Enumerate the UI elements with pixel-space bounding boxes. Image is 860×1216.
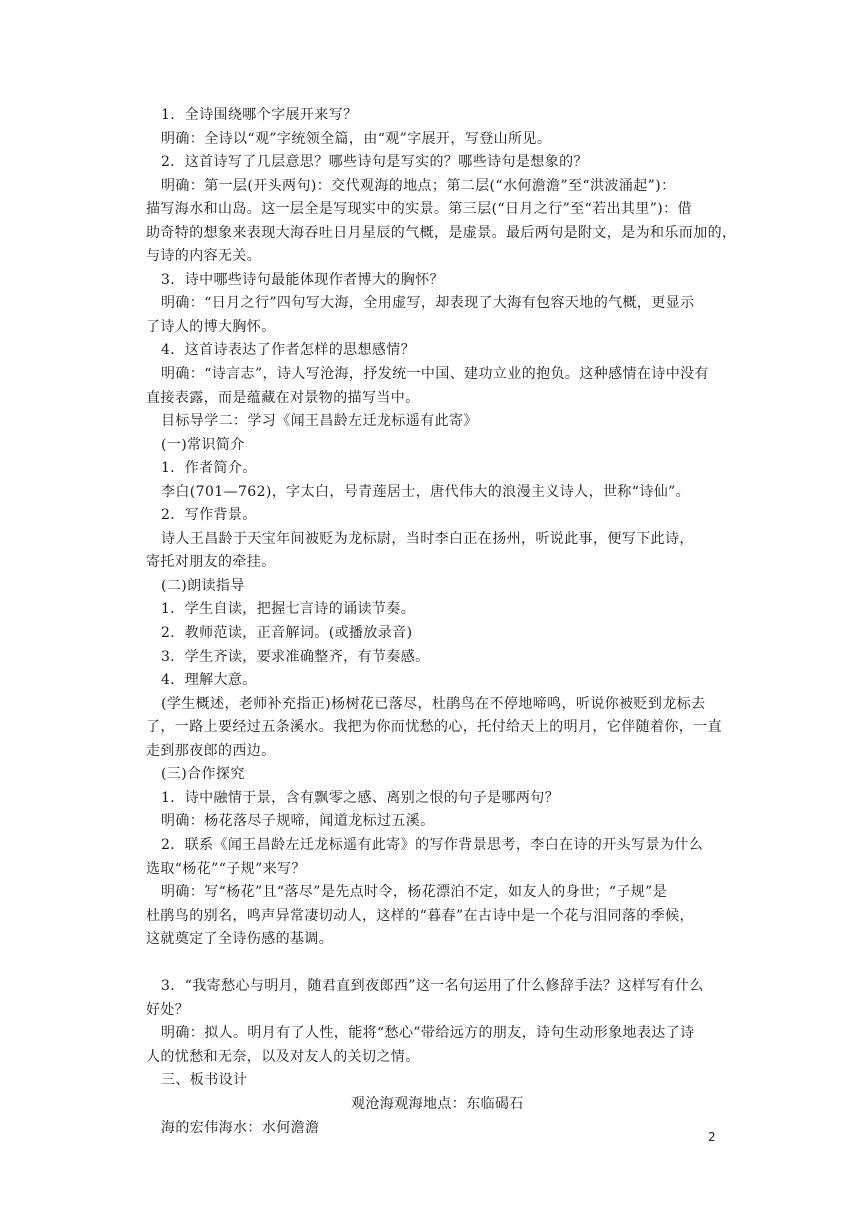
text-line: 3．诗中哪些诗句最能体现作者博大的胸怀？: [161, 271, 444, 288]
text-line: 1．作者简介。: [161, 460, 257, 477]
text-line: 诗人王昌龄于天宝年间被贬为龙标尉，当时李白正在扬州，听说此事，便写下此诗，: [161, 530, 694, 547]
text-line: 明确：“诗言志”，诗人写沧海，抒发统一中国、建功立业的抱负。这种感情在诗中没有: [161, 366, 709, 383]
text-line: 助奇特的想象来表现大海吞吐日月星辰的气概，是虚景。最后两句是附文，是为和乐而加的，: [146, 224, 737, 241]
text-line: 好处？: [146, 1001, 190, 1018]
text-line: (学生概述，老师补充指正)杨树花已落尽，杜鹃鸟在不停地啼鸣，听说你被贬到龙标去: [161, 695, 706, 712]
text-line: 走到那夜郎的西边。: [146, 742, 276, 759]
text-line: 明确：杨花落尽子规啼，闻道龙标过五溪。: [161, 813, 435, 830]
text-line: 4．理解大意。: [161, 672, 257, 689]
text-line: 明确：拟人。明月有了人性，能将“愁心”带给远方的朋友，诗句生动形象地表达了诗: [161, 1025, 695, 1042]
text-line: 明确：第一层(开头两句)：交代观海的地点；第二层(“水何澹澹”至“洪波涌起”)：: [161, 177, 676, 194]
text-line: 2．这首诗写了几层意思？哪些诗句是写实的？哪些诗句是想象的？: [161, 154, 588, 171]
text-line: 观沧海观海地点：东临碣石: [351, 1095, 524, 1112]
text-line: 三、板书设计: [161, 1072, 248, 1089]
text-line: 2．联系《闻王昌龄左迁龙标遥有此寄》的写作背景思考，李白在诗的开头写景为什么: [161, 836, 704, 853]
text-line: 杜鹃鸟的别名，鸣声异常凄切动人，这样的“暮春”在古诗中是一个花与泪同落的季候，: [146, 907, 694, 924]
text-line: 2．教师范读，正音解词。(或播放录音): [161, 625, 413, 642]
text-line: 明确：“日月之行”四句写大海，全用虚写，却表现了大海有包容天地的气概，更显示: [161, 295, 695, 312]
text-line: 目标导学二：学习《闻王昌龄左迁龙标遥有此寄》: [161, 413, 478, 430]
text-line: 与诗的内容无关。: [146, 248, 262, 265]
document-body: [146, 104, 737, 1140]
text-line: (三)合作探究: [161, 766, 245, 783]
text-line: 寄托对朋友的牵挂。: [146, 554, 276, 571]
text-line: 3．“我寄愁心与明月，随君直到夜郎西”这一名句运用了什么修辞手法？这样写有什么: [161, 978, 704, 995]
blank-line: [146, 952, 718, 976]
text-line: 海的宏伟海水：水何澹澹: [161, 1119, 320, 1136]
text-line: 3．学生齐读，要求准确整齐，有节奏感。: [161, 648, 430, 665]
text-line: 1．全诗围绕哪个字展开来写？: [161, 107, 358, 123]
text-line: 描写海水和山岛。这一层全是写现实中的实景。第三层(“日月之行”至“若出其里”)：借: [146, 201, 692, 218]
text-line: 1．学生自读，把握七言诗的诵读节奏。: [161, 601, 416, 618]
text-line: 人的忧愁和无奈，以及对友人的关切之情。: [146, 1048, 420, 1065]
text-line: 了诗人的博大胸怀。: [146, 318, 276, 335]
text-line: 2．写作背景。: [161, 507, 257, 524]
text-line: 明确：写“杨花”且“落尽”是先点时令，杨花漂泊不定，如友人的身世；“子规”是: [161, 884, 668, 901]
text-line: 4．这首诗表达了作者怎样的思想感情？: [161, 342, 416, 359]
text-line: (二)朗读指导: [161, 577, 245, 594]
text-line: 直接表露，而是蕴藏在对景物的描写当中。: [146, 389, 420, 406]
text-line: (一)常识简介: [161, 436, 245, 453]
text-line: 1．诗中融情于景，含有飘零之感、离别之恨的句子是哪两句？: [161, 789, 560, 806]
text-line: 李白(701—762)，字太白，号青莲居士，唐代伟大的浪漫主义诗人，世称“诗仙”。: [161, 483, 691, 500]
text-line: 选取“杨花”“子规”来写？: [146, 860, 306, 877]
text-line: 了，一路上要经过五条溪水。我把为你而忧愁的心，托付给天上的明月，它伴随着你，一直: [146, 719, 722, 736]
page-number: 2: [708, 1130, 716, 1144]
text-line: 这就奠定了全诗伤感的基调。: [146, 931, 334, 948]
text-line: 明确：全诗以“观”字统领全篇，由“观”字展开，写登山所见。: [161, 130, 552, 147]
